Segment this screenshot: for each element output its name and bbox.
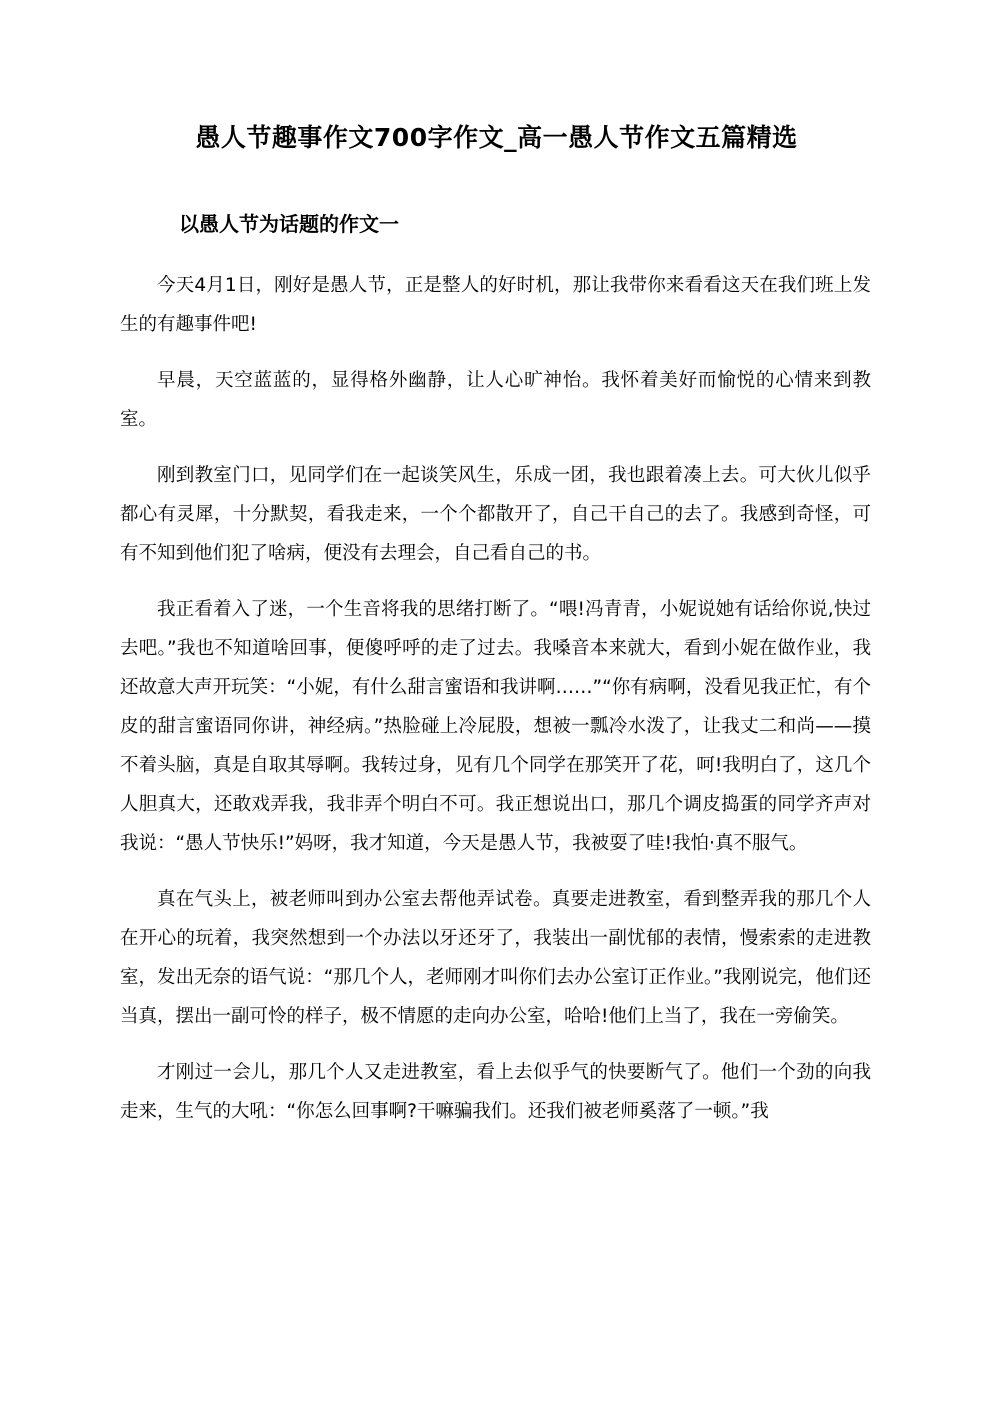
paragraph-5: 真在气头上，被老师叫到办公室去帮他弄试卷。真要走进教室，看到整弄我的那几个人在开心的玩着，我突然想到一个办法以牙还牙了，我装出一副忧郁的表情，慢索索的走进教室，发出无奈的语气说：“那几个人，老师刚才叫你们去办公室订正作业。”我刚说完，他们还当真，摆出一副可怜的样子，极不情愿的走向办公室，哈哈!他们上当了，我在一旁偷笑。 [120,889,871,1027]
section-heading: 以愚人节为话题的作文一 [179,212,399,236]
document-title: 愚人节趣事作文700字作文_高一愚人节作文五篇精选 [195,123,798,152]
paragraph-3: 刚到教室门口，见同学们在一起谈笑风生，乐成一团，我也跟着凑上去。可大伙儿似乎都心有灵犀，十分默契，看我走来，一个个都散开了，自己干自己的去了。我感到奇怪，可有不知到他们犯了啥病，便没有去理会，自己看自己的书。 [120,465,871,564]
paragraph-6: 才刚过一会儿，那几个人又走进教室，看上去似乎气的快要断气了。他们一个劲的向我走来，生气的大吼：“你怎么回事啊?干嘛骗我们。还我们被老师奚落了一顿。”我 [120,1062,871,1122]
document-body [120,266,871,1148]
paragraph-1: 今天4月1日，刚好是愚人节，正是整人的好时机，那让我带你来看看这天在我们班上发生的有趣事件吧! [120,275,871,335]
paragraph-4: 我正看着入了迷，一个生音将我的思绪打断了。“喂!冯青青，小妮说她有话给你说,快过去吧。”我也不知道啥回事，便傻呼呼的走了过去。我嗓音本来就大，看到小妮在做作业，我还故意大声开玩笑：“小妮，有什么甜言蜜语和我讲啊……”“你有病啊，没看见我正忙，有个皮的甜言蜜语同你讲，神经病。”热脸碰上冷屁股，想被一瓢冷水泼了，让我丈二和尚——摸不着头脑，真是自取其辱啊。我转过身，见有几个同学在那笑开了花，呵!我明白了，这几个人胆真大，还敢戏弄我，我非弄个明白不可。我正想说出口，那几个调皮捣蛋的同学齐声对我说：“愚人节快乐!”妈呀，我才知道，今天是愚人节，我被耍了哇!我怕·真不服气。 [120,599,871,854]
paragraph-2: 早晨，天空蓝蓝的，显得格外幽静，让人心旷神怡。我怀着美好而愉悦的心情来到教室。 [120,370,871,430]
